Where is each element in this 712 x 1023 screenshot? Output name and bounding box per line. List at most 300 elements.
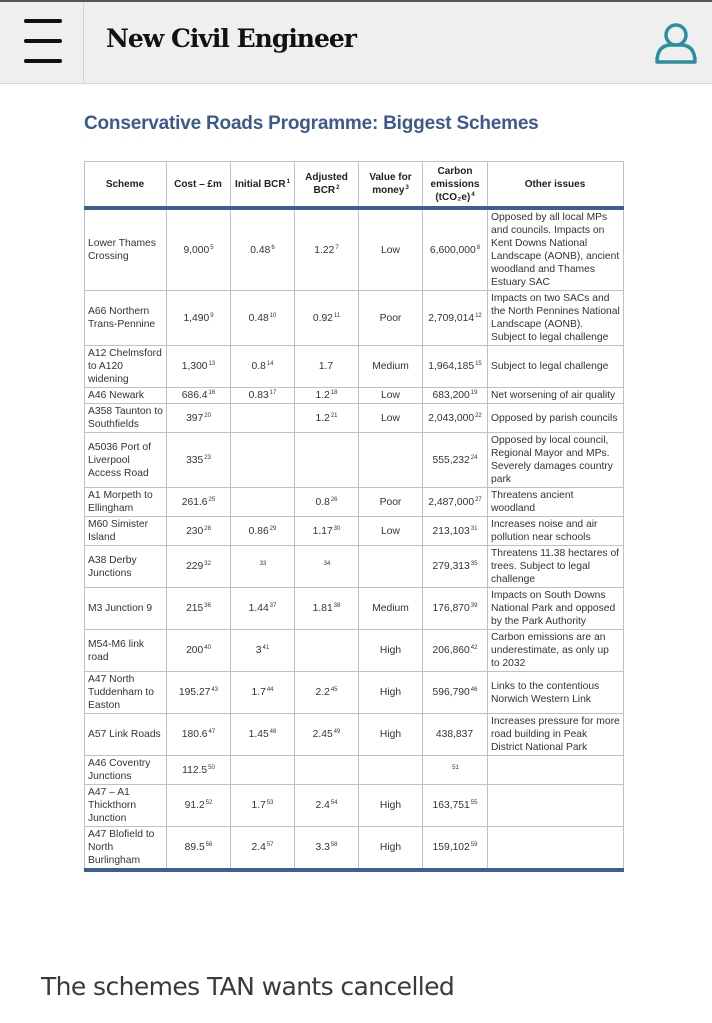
carbon-emissions-cell-text: 159,102 — [432, 842, 470, 853]
table-row — [85, 388, 624, 404]
carbon-emissions-cell-text: 2,487,000 — [428, 496, 475, 508]
scheme-name-text: A47 Blofield to North Burlingham — [88, 829, 155, 866]
footnote-marker: 18 — [330, 390, 338, 396]
column-header-label: Other issues — [524, 178, 586, 190]
value-for-money-cell — [359, 827, 423, 871]
scheme-name — [85, 517, 167, 546]
carbon-emissions-cell-text: 163,751 — [432, 800, 470, 811]
footnote-marker: 30 — [333, 525, 341, 532]
initial-bcr-cell-text: 1.7 — [251, 687, 266, 698]
footnote-marker: 54 — [330, 800, 338, 806]
scheme-name — [85, 588, 167, 630]
cost-cell-text: 215 — [186, 603, 204, 614]
scheme-name-text: A5036 Port of Liverpool Access Road — [88, 441, 151, 479]
adjusted-bcr-cell — [295, 291, 359, 346]
footnote-marker: 44 — [266, 687, 274, 693]
cost-cell-text: 9,000 — [183, 244, 210, 256]
scheme-name — [85, 827, 167, 871]
adjusted-bcr-cell — [295, 714, 359, 756]
carbon-emissions-cell — [423, 672, 488, 714]
other-issues-cell-text: Net worsening of air quality — [491, 390, 616, 401]
initial-bcr-cell — [231, 208, 295, 291]
footnote-marker: 34 — [323, 561, 331, 567]
footnote-marker: 21 — [330, 412, 338, 419]
cost-cell — [167, 517, 231, 546]
column-header-label: Carbon emissions (tCO₂e) — [430, 165, 480, 203]
cost-cell — [167, 756, 231, 785]
value-for-money-cell — [359, 346, 423, 388]
table-row — [85, 404, 624, 433]
other-issues-cell — [488, 756, 624, 785]
initial-bcr-cell — [231, 714, 295, 756]
initial-bcr-cell — [231, 346, 295, 388]
cost-cell — [167, 208, 231, 291]
carbon-emissions-cell — [423, 546, 488, 588]
footnote-marker: 28 — [204, 525, 211, 532]
value-for-money-cell-text: Medium — [372, 603, 409, 614]
initial-bcr-cell — [231, 672, 295, 714]
footnote-marker: 9 — [210, 312, 214, 319]
carbon-emissions-cell — [423, 756, 488, 785]
initial-bcr-cell-text: 0.48 — [248, 312, 269, 324]
cost-cell — [167, 588, 231, 630]
column-header — [231, 162, 295, 209]
footnote-marker: 26 — [330, 496, 338, 503]
footnote-marker: 14 — [266, 361, 274, 367]
cost-cell — [167, 488, 231, 517]
other-issues-cell-text: Opposed by local council, Regional Mayor and MPs. Severely damages country park — [491, 435, 613, 485]
footnote-marker: 2 — [336, 185, 340, 191]
scheme-name-text: A1 Morpeth to Ellingham — [88, 490, 153, 514]
initial-bcr-cell — [231, 433, 295, 488]
table-row — [85, 785, 624, 827]
other-issues-cell — [488, 785, 624, 827]
image-caption: The schemes TAN wants cancelled — [41, 972, 455, 1001]
value-for-money-cell-text: Low — [381, 244, 400, 256]
value-for-money-cell — [359, 546, 423, 588]
scheme-name-text: A57 Link Roads — [88, 729, 161, 740]
scheme-name-text: A12 Chelmsford to A120 widening — [88, 348, 162, 385]
footnote-marker: 41 — [262, 645, 270, 651]
value-for-money-cell — [359, 756, 423, 785]
column-header — [85, 162, 167, 209]
scheme-name — [85, 404, 167, 433]
carbon-emissions-cell-text: 2,709,014 — [428, 312, 475, 324]
carbon-emissions-cell — [423, 785, 488, 827]
other-issues-cell — [488, 546, 624, 588]
scheme-name-text: A46 Newark — [88, 390, 145, 401]
cost-cell — [167, 785, 231, 827]
footnote-marker: 57 — [266, 842, 274, 848]
adjusted-bcr-cell — [295, 785, 359, 827]
footnote-marker: 6 — [271, 244, 275, 251]
footnote-marker: 22 — [475, 412, 482, 419]
footnote-marker: 40 — [204, 645, 211, 651]
other-issues-cell-text: Impacts on South Downs National Park and opposed by the Park Authority — [491, 590, 616, 627]
cost-cell-text: 195.27 — [178, 687, 211, 698]
adjusted-bcr-cell — [295, 208, 359, 291]
footnote-marker: 43 — [211, 687, 219, 693]
adjusted-bcr-cell-text: 0.92 — [312, 312, 333, 324]
carbon-emissions-cell-text: 1,964,185 — [428, 361, 475, 372]
other-issues-cell — [488, 827, 624, 871]
cost-cell-text: 686.4 — [181, 390, 208, 401]
column-header-label: Value for money — [369, 172, 412, 196]
footnote-marker: 56 — [205, 842, 213, 848]
other-issues-cell-text: Threatens ancient woodland — [491, 490, 574, 514]
initial-bcr-cell-text: 1.45 — [248, 729, 269, 740]
adjusted-bcr-cell — [295, 588, 359, 630]
initial-bcr-cell — [231, 827, 295, 871]
carbon-emissions-cell — [423, 827, 488, 871]
initial-bcr-cell — [231, 546, 295, 588]
scheme-name — [85, 388, 167, 404]
adjusted-bcr-cell-text: 1.22 — [314, 244, 335, 256]
initial-bcr-cell-text: 1.44 — [248, 603, 269, 614]
table-row — [85, 346, 624, 388]
initial-bcr-cell — [231, 785, 295, 827]
carbon-emissions-cell-text: 555,232 — [432, 454, 470, 466]
table-row — [85, 291, 624, 346]
value-for-money-cell-text: High — [379, 687, 402, 698]
menu-button[interactable] — [0, 2, 84, 84]
footnote-marker: 48 — [269, 729, 277, 735]
footnote-marker: 32 — [204, 561, 211, 567]
initial-bcr-cell — [231, 756, 295, 785]
scheme-name — [85, 346, 167, 388]
footnote-marker: 39 — [470, 603, 478, 609]
footnote-marker: 31 — [470, 525, 478, 532]
carbon-emissions-cell — [423, 488, 488, 517]
initial-bcr-cell — [231, 388, 295, 404]
carbon-emissions-cell — [423, 630, 488, 672]
footnote-marker: 8 — [476, 244, 481, 251]
footnote-marker: 24 — [470, 454, 478, 461]
other-issues-cell — [488, 714, 624, 756]
value-for-money-cell-text: Poor — [379, 496, 402, 508]
footnote-marker: 59 — [470, 842, 478, 848]
adjusted-bcr-cell-text: 2.45 — [312, 729, 333, 740]
table-row — [85, 756, 624, 785]
initial-bcr-cell — [231, 291, 295, 346]
adjusted-bcr-cell-text: 1.2 — [315, 412, 330, 424]
other-issues-cell-text: Links to the contentious Norwich Western Link — [491, 680, 600, 705]
footnote-marker: 17 — [269, 390, 277, 396]
other-issues-cell-text: Subject to legal challenge — [491, 361, 609, 372]
carbon-emissions-cell-text: 683,200 — [432, 390, 470, 401]
footnote-marker: 58 — [330, 842, 338, 848]
value-for-money-cell-text: Low — [381, 412, 400, 424]
scheme-name-text: M54-M6 link road — [88, 638, 145, 663]
scheme-name-text: A66 Northern Trans-Pennine — [88, 306, 156, 330]
scheme-name — [85, 291, 167, 346]
other-issues-cell — [488, 388, 624, 404]
column-header — [359, 162, 423, 209]
value-for-money-cell — [359, 404, 423, 433]
column-header-label: Adjusted BCR — [305, 172, 348, 196]
column-header-label: Initial BCR — [235, 178, 286, 190]
cost-cell-text: 91.2 — [184, 800, 205, 811]
cost-cell-text: 1,300 — [181, 361, 208, 372]
other-issues-cell-text: Opposed by all local MPs and councils. Impacts on Kent Downs National Landscape (AONB), ancient woodland and Thames Estuary SAC — [491, 212, 620, 288]
adjusted-bcr-cell — [295, 388, 359, 404]
footnote-marker: 51 — [452, 764, 459, 771]
table-header-row — [85, 162, 624, 209]
column-header-label: Cost – £m — [174, 178, 222, 190]
initial-bcr-cell-text: 2.4 — [251, 842, 266, 853]
initial-bcr-cell-text: 0.83 — [248, 390, 269, 401]
cost-cell-text: 335 — [186, 454, 204, 466]
cost-cell — [167, 546, 231, 588]
value-for-money-cell — [359, 433, 423, 488]
other-issues-cell — [488, 346, 624, 388]
cost-cell — [167, 388, 231, 404]
adjusted-bcr-cell — [295, 827, 359, 871]
other-issues-cell — [488, 404, 624, 433]
value-for-money-cell-text: Low — [381, 390, 400, 401]
cost-cell — [167, 291, 231, 346]
scheme-name — [85, 672, 167, 714]
initial-bcr-cell-text: 0.86 — [248, 525, 269, 537]
user-account-icon — [652, 20, 700, 66]
adjusted-bcr-cell-text: 1.17 — [312, 525, 333, 537]
footnote-marker: 50 — [208, 764, 215, 771]
adjusted-bcr-cell-text: 1.7 — [318, 361, 334, 372]
adjusted-bcr-cell — [295, 404, 359, 433]
carbon-emissions-cell-text: 176,870 — [432, 603, 470, 614]
value-for-money-cell — [359, 588, 423, 630]
footnote-marker: 33 — [259, 561, 267, 567]
footnote-marker: 45 — [330, 687, 338, 693]
carbon-emissions-cell-text: 279,313 — [432, 561, 470, 572]
other-issues-cell — [488, 488, 624, 517]
other-issues-cell-text: Impacts on two SACs and the North Pennines National Landscape (AONB). Subject to legal challenge — [491, 293, 620, 343]
footnote-marker: 12 — [475, 312, 482, 319]
column-header — [167, 162, 231, 209]
value-for-money-cell-text: High — [379, 645, 402, 656]
carbon-emissions-cell — [423, 291, 488, 346]
scheme-name — [85, 785, 167, 827]
cost-cell — [167, 433, 231, 488]
footnote-marker: 46 — [470, 687, 478, 693]
other-issues-cell — [488, 208, 624, 291]
initial-bcr-cell — [231, 404, 295, 433]
value-for-money-cell-text: High — [379, 800, 402, 811]
carbon-emissions-cell-text: 596,790 — [432, 687, 470, 698]
cost-cell — [167, 714, 231, 756]
scheme-name-text: M3 Junction 9 — [88, 603, 153, 614]
cost-cell-text: 89.5 — [184, 842, 205, 853]
footnote-marker: 25 — [208, 496, 216, 503]
adjusted-bcr-cell — [295, 546, 359, 588]
footnote-marker: 27 — [475, 496, 482, 503]
adjusted-bcr-cell-text: 2.4 — [315, 800, 330, 811]
footnote-marker: 47 — [208, 729, 216, 735]
other-issues-cell-text: Threatens 11.38 hectares of trees. Subject to legal challenge — [491, 548, 620, 585]
scheme-name-text: A38 Derby Junctions — [88, 554, 137, 579]
table-row — [85, 433, 624, 488]
footnote-marker: 23 — [204, 454, 211, 461]
table-row — [85, 630, 624, 672]
column-header — [423, 162, 488, 209]
footnote-marker: 29 — [269, 525, 277, 532]
value-for-money-cell-text: Medium — [372, 361, 409, 372]
hamburger-menu-icon — [24, 59, 62, 63]
scheme-name — [85, 756, 167, 785]
carbon-emissions-cell — [423, 404, 488, 433]
scheme-name-text: Lower Thames Crossing — [88, 238, 156, 262]
scheme-name — [85, 433, 167, 488]
value-for-money-cell — [359, 488, 423, 517]
cost-cell-text: 397 — [186, 412, 204, 424]
carbon-emissions-cell — [423, 588, 488, 630]
other-issues-cell-text: Carbon emissions are an underestimate, as only up to 2032 — [491, 632, 609, 669]
footnote-marker: 42 — [470, 645, 478, 651]
site-logo[interactable]: New Civil Engineer — [106, 24, 356, 53]
adjusted-bcr-cell — [295, 433, 359, 488]
scheme-name-text: A47 North Tuddenham to Easton — [88, 674, 155, 711]
footnote-marker: 13 — [208, 361, 216, 367]
scheme-name-text: A47 – A1 Thickthorn Junction — [88, 787, 137, 824]
adjusted-bcr-cell-text: 1.2 — [315, 390, 330, 401]
carbon-emissions-cell — [423, 517, 488, 546]
table-row — [85, 517, 624, 546]
carbon-emissions-cell — [423, 714, 488, 756]
scheme-name — [85, 546, 167, 588]
scheme-name — [85, 714, 167, 756]
other-issues-cell-text: Opposed by parish councils — [491, 412, 618, 424]
footnote-marker: 16 — [208, 390, 216, 396]
cost-cell — [167, 404, 231, 433]
initial-bcr-cell-text: 0.8 — [251, 361, 266, 372]
table-row — [85, 546, 624, 588]
initial-bcr-cell — [231, 630, 295, 672]
value-for-money-cell-text: High — [379, 842, 402, 853]
scheme-name — [85, 208, 167, 291]
cost-cell-text: 180.6 — [181, 729, 208, 740]
footnote-marker: 52 — [205, 800, 213, 806]
value-for-money-cell-text: Poor — [379, 312, 402, 324]
footnote-marker: 11 — [333, 312, 341, 319]
carbon-emissions-cell-text: 2,043,000 — [428, 412, 475, 424]
hamburger-menu-icon — [24, 19, 62, 23]
cost-cell — [167, 346, 231, 388]
value-for-money-cell — [359, 208, 423, 291]
cost-cell — [167, 672, 231, 714]
initial-bcr-cell — [231, 488, 295, 517]
scheme-name — [85, 488, 167, 517]
initial-bcr-cell-text: 0.48 — [250, 244, 271, 256]
other-issues-cell — [488, 517, 624, 546]
footnote-marker: 15 — [475, 361, 482, 367]
footnote-marker: 19 — [470, 390, 478, 396]
footnote-marker: 10 — [269, 312, 277, 319]
other-issues-cell — [488, 588, 624, 630]
other-issues-cell — [488, 672, 624, 714]
footnote-marker: 7 — [335, 244, 339, 251]
value-for-money-cell — [359, 630, 423, 672]
value-for-money-cell — [359, 672, 423, 714]
top-navigation-bar — [0, 0, 712, 84]
adjusted-bcr-cell — [295, 756, 359, 785]
footnote-marker: 36 — [204, 603, 211, 609]
carbon-emissions-cell-text: 213,103 — [432, 525, 470, 537]
column-header — [295, 162, 359, 209]
carbon-emissions-cell-text: 6,600,000 — [429, 244, 476, 256]
user-account-button[interactable] — [652, 20, 700, 66]
adjusted-bcr-cell-text: 0.8 — [315, 496, 330, 508]
carbon-emissions-cell — [423, 208, 488, 291]
scheme-name-text: A46 Coventry Junctions — [88, 758, 151, 782]
value-for-money-cell — [359, 785, 423, 827]
hamburger-menu-icon — [24, 39, 62, 43]
carbon-emissions-cell — [423, 388, 488, 404]
initial-bcr-cell-text: 1.7 — [251, 800, 266, 811]
adjusted-bcr-cell — [295, 346, 359, 388]
cost-cell-text: 229 — [186, 561, 204, 572]
table-row — [85, 827, 624, 871]
carbon-emissions-cell — [423, 346, 488, 388]
footnote-marker: 3 — [405, 185, 409, 191]
table-row — [85, 588, 624, 630]
footnote-marker: 5 — [210, 244, 214, 251]
carbon-emissions-cell-text: 206,860 — [432, 645, 470, 656]
value-for-money-cell — [359, 291, 423, 346]
table-row — [85, 208, 624, 291]
cost-cell-text: 200 — [186, 645, 204, 656]
initial-bcr-cell — [231, 588, 295, 630]
scheme-name-text: M60 Simister Island — [88, 519, 149, 543]
scheme-name-text: A358 Taunton to Southfields — [88, 406, 163, 430]
footnote-marker: 53 — [266, 800, 274, 806]
cost-cell-text: 1,490 — [183, 312, 210, 324]
carbon-emissions-cell — [423, 433, 488, 488]
table-body — [85, 208, 624, 870]
initial-bcr-cell-text: 3 — [255, 645, 262, 656]
footnote-marker: 55 — [470, 800, 478, 806]
other-issues-cell-text: Increases pressure for more road building in Peak District National Park — [491, 716, 620, 753]
adjusted-bcr-cell — [295, 488, 359, 517]
road-schemes-table — [84, 161, 624, 872]
carbon-emissions-cell-text: 438,837 — [435, 729, 474, 740]
footnote-marker: 35 — [470, 561, 478, 567]
other-issues-cell-text: Increases noise and air pollution near schools — [491, 519, 598, 543]
footnote-marker: 38 — [333, 603, 341, 609]
footnote-marker: 37 — [269, 603, 277, 609]
other-issues-cell — [488, 433, 624, 488]
adjusted-bcr-cell — [295, 630, 359, 672]
footnote-marker: 1 — [286, 178, 290, 185]
adjusted-bcr-cell — [295, 672, 359, 714]
footnote-marker: 20 — [204, 412, 211, 419]
other-issues-cell — [488, 630, 624, 672]
initial-bcr-cell — [231, 517, 295, 546]
footnote-marker: 49 — [333, 729, 341, 735]
footnote-marker: 4 — [471, 191, 475, 198]
value-for-money-cell-text: High — [379, 729, 402, 740]
value-for-money-cell — [359, 388, 423, 404]
value-for-money-cell — [359, 714, 423, 756]
cost-cell-text: 112.5 — [182, 764, 208, 776]
value-for-money-cell-text: Low — [381, 525, 400, 537]
table-row — [85, 488, 624, 517]
value-for-money-cell — [359, 517, 423, 546]
table-row — [85, 672, 624, 714]
figure-title: Conservative Roads Programme: Biggest Schemes — [84, 113, 539, 134]
cost-cell — [167, 827, 231, 871]
adjusted-bcr-cell — [295, 517, 359, 546]
column-header — [488, 162, 624, 209]
